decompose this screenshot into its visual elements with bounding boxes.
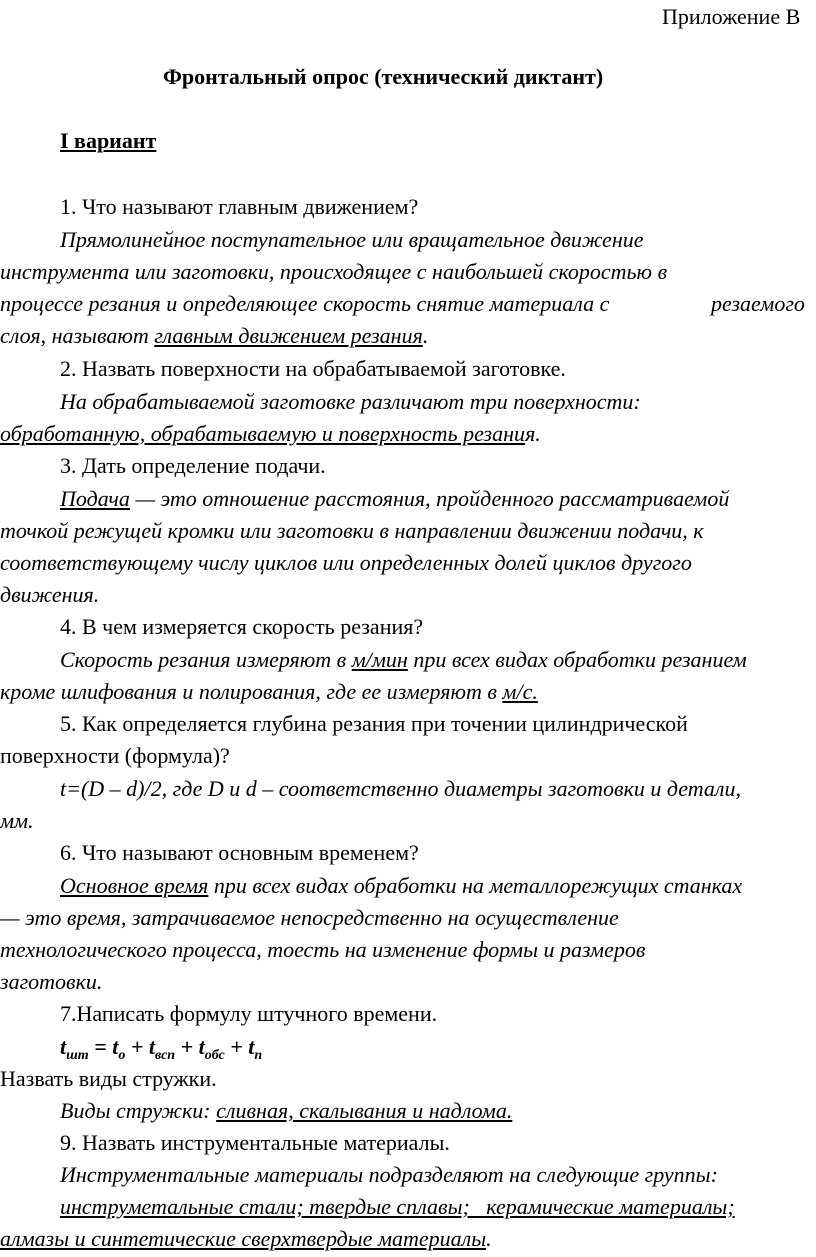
answer-1-line-1: Прямолинейное поступательное или вращательное движение [60,227,644,252]
answer-1-line-2: инструмента или заготовки, происходящее с наибольшей скоростью в [0,259,668,284]
answer-9-line-2: инструметальные стали; твердые сплавы; керамические материалы; [60,1194,735,1219]
answer-4-line-1-end: при всех видах обработки резанием [407,647,747,672]
answer-8-types: сливная, скалывания и надлома. [216,1098,513,1123]
question-2: 2. Назвать поверхности на обрабатываемой заготовке. [60,356,566,381]
formula-sub-p: п [254,1048,263,1063]
answer-9-line-1: Инструментальные материалы подразделяют на следующие группы: [60,1162,718,1187]
answer-4-line-1-text: Скорость резания измеряют в [60,647,352,672]
page-title: Фронтальный опрос (технический диктант) [163,64,604,89]
formula-sub-vsp: всп [155,1048,176,1063]
answer-2-term: обработанную, обрабатываемую и поверхность резани [0,421,526,446]
answer-5-line-2: мм. [0,808,34,833]
formula-sub-sht: шт [66,1048,89,1063]
answer-9-line-3 [0,1226,492,1252]
answer-3-line-1-text: — это отношение расстояния, пройденного рассматриваемой [129,486,730,511]
appendix-label: Приложение В [662,4,801,29]
answer-4-unit-2: м/с. [502,679,538,704]
answer-6-line-2: — это время, затрачиваемое непосредственно на осуществление [0,905,619,930]
answer-2-line-2 [0,421,541,447]
answer-3-line-4: движения. [0,582,100,607]
answer-6-line-1-text: при всех видах обработки на металлорежущих станках [208,873,743,898]
question-5-line-1: 5. Как определяется глубина резания при точении цилиндрической [60,711,688,736]
question-5-line-2: поверхности (формула)? [0,743,230,768]
answer-1-line-3 [0,291,805,317]
formula-sub-obs: обс [204,1048,225,1063]
answer-4-line-2-text: кроме шлифования и полирования, где ее измеряют в [0,679,503,704]
answer-4-line-2 [0,679,538,705]
answer-1-line-4-end: . [422,323,429,348]
question-3: 3. Дать определение подачи. [60,453,326,478]
formula-t: t [60,1034,67,1059]
answer-3-line-1 [60,486,729,512]
variant-heading: I вариант [60,128,157,153]
answer-1-line-4-text: слоя, называют [0,323,155,348]
question-8: Назвать виды стружки. [0,1066,217,1091]
question-7: 7.Написать формулу штучного времени. [60,1001,438,1026]
answer-1-term: главным движением резания [154,323,423,348]
answer-6-line-4: заготовки. [0,969,103,994]
answer-6-term: Основное время [60,873,209,898]
answer-4-unit-1: м/мин [351,647,408,672]
answer-1-line-4 [0,323,428,349]
question-6: 6. Что называют основным временем? [60,840,419,865]
answer-3-line-3: соответствующему числу циклов или определенных долей циклов другого [0,550,692,575]
answer-1-line-3-text: процессе резания и определяющее скорость снятие материала с [0,291,610,316]
answer-9-line-3-term: алмазы и синтетические сверхтвердые материалы [0,1226,487,1251]
answer-8-label: Виды стружки: [60,1098,217,1123]
answer-8-line-1 [60,1098,512,1124]
question-9: 9. Назвать инструментальные материалы. [60,1130,450,1155]
answer-3-line-2: точкой режущей кромки или заготовки в направлении движении подачи, к [0,518,704,543]
piece-time-formula [60,1034,262,1069]
answer-1-line-3-end: резаемого [711,291,805,316]
answer-3-term: Подача [60,486,130,511]
answer-5-line-1: t=(D – d)/2, где D и d – соответственно диаметры заготовки и детали, [60,776,742,801]
formula-sub-o: о [118,1048,126,1063]
formula-eq: = t [88,1034,119,1059]
formula-plus-2: + t [175,1034,205,1059]
formula-plus-3: + t [224,1034,255,1059]
answer-2-line-1: На обрабатываемой заготовке различают три поверхности: [60,389,641,414]
answer-6-line-1 [60,873,742,899]
answer-2-line-2-end: я. [525,421,541,446]
answer-4-line-1 [60,647,747,673]
formula-plus-1: + t [125,1034,155,1059]
question-1: 1. Что называют главным движением? [60,194,419,219]
answer-6-line-3: технологического процесса, тоесть на изменение формы и размеров [0,937,646,962]
question-4: 4. В чем измеряется скорость резания? [60,614,424,639]
answer-9-line-3-end: . [486,1226,492,1251]
